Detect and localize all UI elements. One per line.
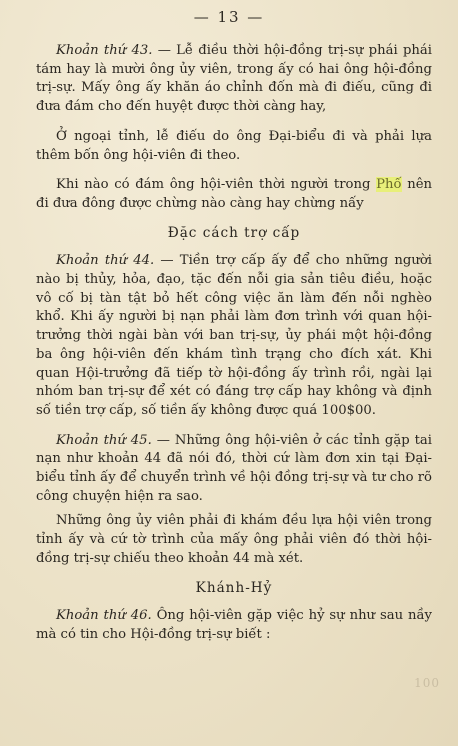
paragraph-province: Ở ngoại tỉnh, lễ điếu do ông Đại-biểu đi và phải lựa thêm bốn ông hội-viên đi theo. bbox=[36, 128, 432, 163]
page-number: — 13 — bbox=[193, 8, 265, 26]
article-45-label: Khoản thứ 45. bbox=[56, 432, 152, 448]
article-44-label: Khoản thứ 44. bbox=[56, 253, 155, 269]
highlighted-word: Phố bbox=[376, 177, 402, 193]
page-content bbox=[36, 42, 432, 656]
section-heading-assistance: Đặc cách trợ cấp bbox=[167, 224, 301, 241]
article-46-label: Khoản thứ 46. bbox=[56, 608, 152, 624]
article-43-text: — Lễ điều thời hội-đồng trị-sự phái phái tám hay là mười ông ủy viên, trong ấy có hai ông hội-đồng trị-sự. Mấy ông ấy khăn áo chỉnh đốn mà đi điếu, cũng đi đưa đám cho đến huyệt được thời càng hay, bbox=[36, 43, 432, 115]
paragraph-funeral bbox=[36, 176, 432, 213]
paragraph-committee: Những ông ủy viên phải đi khám đều lựa hội viên trong tỉnh ấy và cứ tờ trình của mấy ông phải viên đó thời hội-đồng trị-sự chiếu theo khoản 44 mà xét. bbox=[36, 513, 432, 566]
article-46 bbox=[36, 607, 432, 644]
article-45 bbox=[36, 432, 432, 507]
article-43-label: Khoản thứ 43. bbox=[56, 43, 153, 58]
article-43 bbox=[36, 42, 432, 117]
article-45-text: — Những ông hội-viên ở các tỉnh gặp tai nạn như khoản 44 đã nói đó, thời cứ làm đơn xin tại Đại-biểu tỉnh ấy để chuyển trình về hội đồng trị-sự và tư cho rõ công chuyện hiện ra sao. bbox=[36, 432, 432, 504]
article-44-text: — Tiền trợ cấp ấy để cho những người nào bị thủy, hỏa, đạo, tặc đến nỗi gia sản tiêu điều, hoặc vô cố bị tàn tật bỏ hết công việc ăn làm đến nỗi nghèo khổ. Khi ấy người bị nạn phải làm đơn trình với quan hội-trưởng thời ngài bàn với ban trị-sự, ủy phái một hội-đồng ba ông hội-viên đến khám tình trạng cho đích xát. Khi quan Hội-trưởng đã tiếp tờ hội-đồng ấy trình rồi, ngài lại nhóm ban trị-sự để xét có đáng trợ cấp hay không và định số tiền trợ cấp, số tiền ấy không được quá 100$00. bbox=[36, 253, 432, 418]
paragraph-funeral-before: Khi nào có đám ông hội-viên thời người trong bbox=[56, 177, 377, 193]
faint-stamp: 100 bbox=[414, 676, 440, 690]
article-44 bbox=[36, 252, 432, 420]
section-heading-celebration: Khánh-Hỷ bbox=[195, 579, 273, 596]
paragraph-funeral-after: nên đi đưa đông được chừng nào càng hay chừng nấy bbox=[36, 177, 433, 211]
article-46-text: Ông hội-viên gặp việc hỷ sự như sau nầy mà có tin cho Hội-đồng trị-sự biết : bbox=[36, 608, 432, 642]
